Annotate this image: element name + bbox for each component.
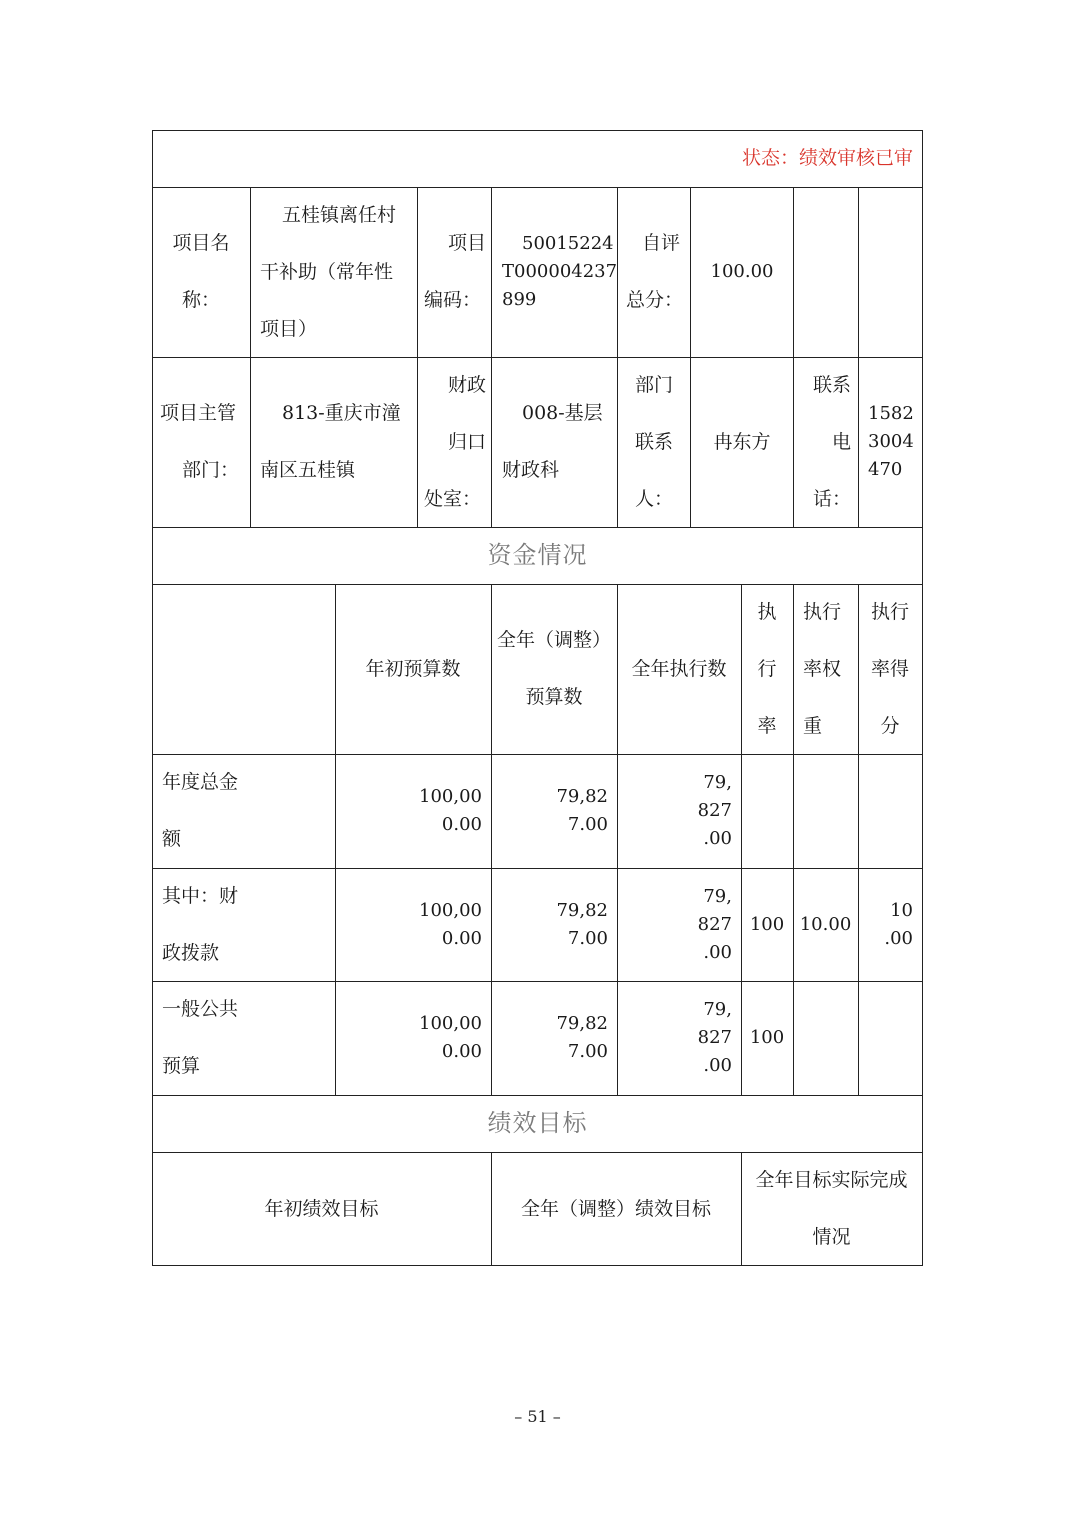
performance-section-title: 绩效目标	[487, 1109, 588, 1137]
row-adjusted-budget: 79,82 7.00	[556, 900, 608, 949]
dept-value: 813-重庆市潼 南区五桂镇	[260, 402, 401, 481]
header-exec-rate: 执 行 率	[757, 601, 777, 737]
row-executed: 79, 827 .00	[697, 886, 732, 963]
row-adjusted-budget: 79,82 7.00	[556, 786, 608, 835]
row-executed: 79, 827 .00	[697, 999, 732, 1076]
score-label: 自评 总分：	[626, 232, 684, 311]
finance-office-value: 008-基层 财政科	[502, 402, 603, 481]
row-initial-budget: 100,00 0.00	[419, 1013, 482, 1062]
row-rate-score: 10 .00	[884, 900, 913, 949]
score-value: 100.00	[710, 261, 774, 282]
project-name-value: 五桂镇离任村 干补助（常年性 项目）	[260, 204, 397, 340]
dept-label: 项目主管 部门：	[160, 402, 240, 481]
table-row-label: 一般公共 预算	[162, 998, 239, 1077]
row-initial-budget: 100,00 0.00	[419, 900, 482, 949]
row-rate-weight: 10.00	[799, 914, 852, 935]
header-initial-budget: 年初预算数	[365, 658, 461, 680]
performance-table	[152, 130, 923, 1266]
table-row-label: 年度总金 额	[162, 771, 239, 850]
contact-value: 冉东方	[713, 431, 771, 453]
phone-value: 1582 3004 470	[868, 403, 914, 480]
initial-goal-header: 年初绩效目标	[264, 1198, 379, 1220]
page-number: – 51 –	[514, 1407, 561, 1426]
adjusted-goal-header: 全年（调整）绩效目标	[520, 1198, 711, 1220]
project-code-label: 项目 编码：	[424, 232, 486, 311]
finance-office-label: 财政 归口 处室：	[424, 374, 486, 510]
actual-completion-header: 全年目标实际完成 情况	[755, 1169, 908, 1248]
header-adjusted-budget: 全年（调整） 预算数	[496, 629, 611, 708]
project-code-value: 50015224 T000004237 899	[502, 233, 618, 310]
header-rate-weight: 执行 率权 重	[803, 601, 842, 737]
header-rate-score: 执行 率得 分	[870, 601, 909, 737]
phone-label: 联系 电 话：	[812, 374, 851, 510]
row-exec-rate: 100	[749, 914, 785, 935]
header-executed: 全年执行数	[631, 658, 727, 680]
row-exec-rate: 100	[749, 1027, 785, 1048]
row-executed: 79, 827 .00	[697, 772, 732, 849]
table-row-label: 其中：财 政拨款	[162, 885, 239, 964]
funds-section-title: 资金情况	[487, 541, 588, 569]
row-adjusted-budget: 79,82 7.00	[556, 1013, 608, 1062]
row-initial-budget: 100,00 0.00	[419, 786, 482, 835]
contact-label: 部门 联系 人：	[634, 374, 673, 510]
project-name-label: 项目名 称：	[172, 232, 230, 311]
status-label: 状态：绩效审核已审	[741, 147, 913, 169]
